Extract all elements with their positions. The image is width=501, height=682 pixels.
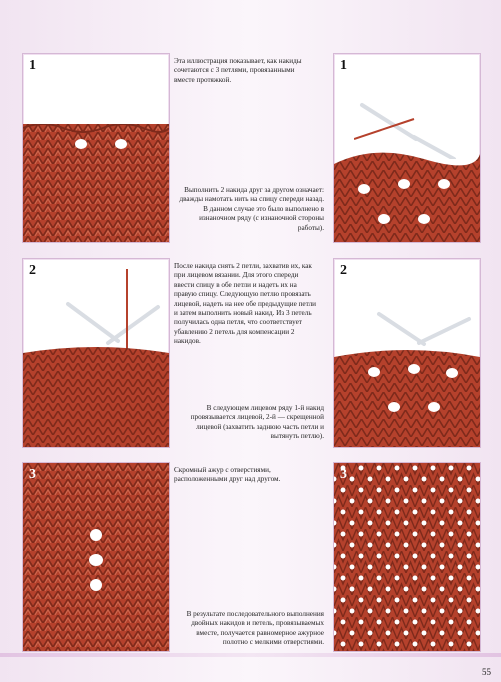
illustration-panel-3-right: [333, 462, 481, 652]
knit-swatch-image: [334, 463, 480, 651]
step-number: 1: [29, 58, 36, 73]
step-number: 3: [29, 467, 36, 482]
knit-swatch-image: [23, 463, 169, 651]
needle-image: [374, 309, 474, 349]
yarn-strand: [126, 269, 128, 349]
illustration-panel-3-left: [22, 462, 170, 652]
instruction-text-4: В следующем лицевом ряду 1-й накид провязывается лицевой, 2-й — скрещенной лицевой (захватить заднюю часть петли и вытянуть петлю).: [190, 404, 324, 441]
instruction-text-6: В результате последовательного выполнения двойных накидов и петель, провязываемых вместе, получается равномерное ажурное полотно с мелкими отверстиями.: [186, 610, 324, 647]
knit-swatch-image: [334, 347, 480, 447]
footer-divider: [0, 653, 501, 657]
instruction-text-1: Эта иллюстрация показывает, как накиды сочетаются с 3 петлями, провязанными вместе протяжкой.: [174, 57, 302, 84]
step-number: 2: [29, 263, 36, 278]
knit-swatch-image: [23, 347, 169, 447]
needle-image: [63, 299, 163, 349]
step-number: 2: [340, 263, 347, 278]
step-number: 3: [340, 467, 347, 482]
instruction-text-5: Скромный ажур с отверстиями, расположенными друг над другом.: [174, 466, 281, 484]
page-number: 55: [482, 667, 491, 677]
knit-swatch-image: [23, 124, 169, 242]
illustration-panel-2-right: [333, 258, 481, 448]
illustration-panel-1-left: [22, 53, 170, 243]
instruction-text-2: Выполнить 2 накида друг за другом означает: дважды намотать нить на спицу спереди назад. В данном случае это было выполнено в изнаночном ряду (с изнаночной стороны работы).: [179, 186, 324, 232]
step-number: 1: [340, 58, 347, 73]
illustration-panel-1-right: [333, 53, 481, 243]
instruction-text-3: После накида снять 2 петли, захватив их, как при лицевом вязании. Для этого спереди ввести спицу в обе петли и надеть их на правую спицу. Следующую петлю провязать лицевой, надеть на нее обе предыдущие петли и затем выполнить новый накид. Из 3 петель получилась одна петля, что соответствует убавлению 2 петель для компенсации 2 накидов.: [174, 262, 317, 346]
needle-image: [354, 99, 464, 159]
illustration-panel-2-left: [22, 258, 170, 448]
